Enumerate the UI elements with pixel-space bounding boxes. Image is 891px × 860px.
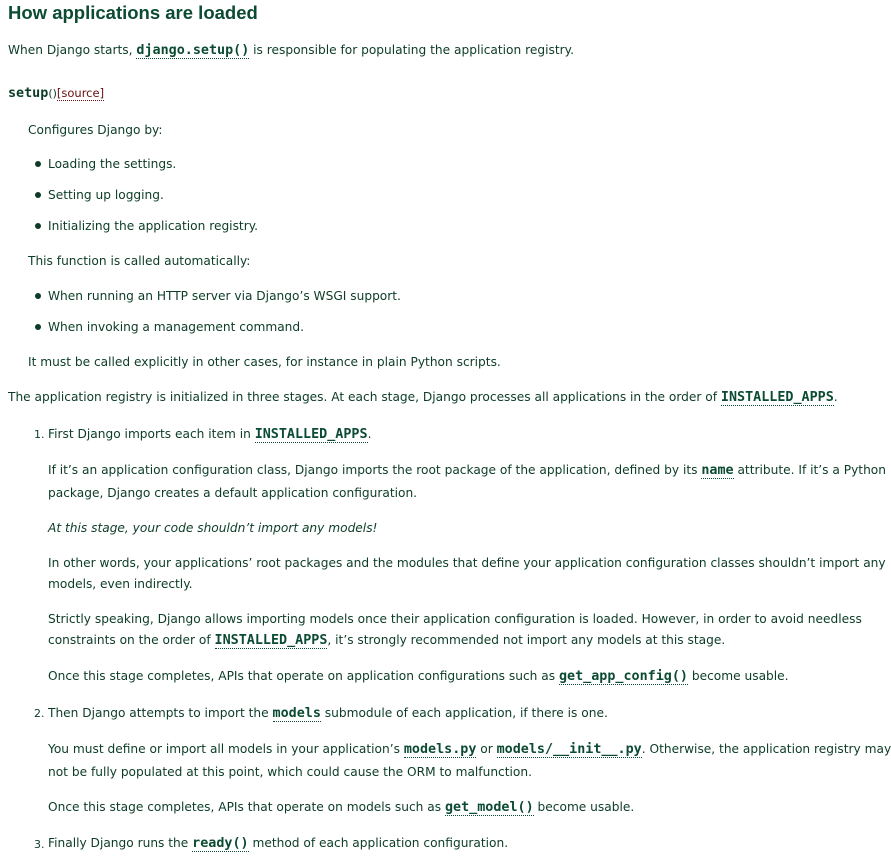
name-attribute-link[interactable]: name (701, 463, 734, 478)
configures-text: Configures Django by: (28, 123, 163, 137)
ready-method-link[interactable]: ready() (192, 836, 249, 851)
stage-1-paragraph: Strictly speaking, Django allows importing models once their application configuration is loaded. However, in order to avoid needless (48, 612, 862, 626)
list-item: Initializing the application registry. (48, 219, 259, 233)
django-setup-link[interactable]: django.setup() (136, 43, 250, 58)
explicit-call-text: It must be called explicitly in other cases, for instance in plain Python scripts. (28, 355, 501, 369)
installed-apps-link[interactable]: INSTALLED_APPS (214, 633, 328, 648)
setup-function-name: setup (8, 86, 49, 101)
stage-2-heading: Then Django attempts to import the models submodule of each application, if there is one. (48, 706, 608, 721)
stage-1-paragraph: If it’s an application configuration class, Django imports the root package of the application, defined by its name attribute. If it’s a Python (48, 463, 886, 478)
bullet-marker (35, 324, 41, 330)
called-automatically-text: This function is called automatically: (28, 254, 251, 268)
models-init-link[interactable]: models/__init__.py (496, 742, 642, 757)
models-py-link[interactable]: models.py (403, 742, 477, 757)
stage-1-paragraph: Once this stage completes, APIs that operate on application configurations such as get_app_config() become usable. (48, 669, 789, 684)
stage-number: 3. (34, 838, 45, 851)
installed-apps-link[interactable]: INSTALLED_APPS (254, 427, 368, 442)
stage-2-paragraph: You must define or import all models in your application’s models.py or models/__init__.py. Otherwise, the application registry may (48, 742, 891, 757)
stage-1-heading: First Django imports each item in INSTALLED_APPS. (48, 427, 372, 442)
list-item: Setting up logging. (48, 188, 164, 202)
stage-1-paragraph-line: constraints on the order of INSTALLED_APPS, it’s strongly recommended not import any models at this stage. (48, 633, 726, 648)
stage-1-warning: At this stage, your code shouldn’t import any models! (48, 521, 378, 535)
installed-apps-link[interactable]: INSTALLED_APPS (720, 390, 834, 405)
bullet-marker (35, 161, 41, 167)
stage-1-paragraph-line: package, Django creates a default application configuration. (48, 486, 418, 500)
stage-2-paragraph-line: not be fully populated at this point, which could cause the ORM to malfunction. (48, 765, 532, 779)
source-link[interactable]: [source] (56, 86, 105, 100)
bullet-marker (35, 223, 41, 229)
stage-number: 2. (34, 707, 45, 720)
stage-number: 1. (34, 428, 45, 441)
registry-paragraph: The application registry is initialized in three stages. At each stage, Django processes all applications in the order of INSTALLED_APPS. (8, 390, 838, 405)
bullet-marker (35, 192, 41, 198)
get-app-config-link[interactable]: get_app_config() (558, 669, 688, 684)
stage-1-paragraph-line: models, even indirectly. (48, 577, 193, 591)
setup-signature: setup()[source] (8, 86, 105, 101)
list-item: When running an HTTP server via Django’s WSGI support. (48, 289, 401, 303)
intro-paragraph: When Django starts, django.setup() is responsible for populating the application registry. (8, 43, 574, 58)
get-model-link[interactable]: get_model() (444, 800, 534, 815)
stage-1-paragraph: In other words, your applications’ root packages and the modules that define your application configuration classes shouldn’t import any (48, 556, 886, 570)
list-item: Loading the settings. (48, 157, 177, 171)
page-title: How applications are loaded (8, 2, 258, 23)
stage-2-paragraph: Once this stage completes, APIs that operate on models such as get_model() become usable. (48, 800, 635, 815)
list-item: When invoking a management command. (48, 320, 304, 334)
stage-3-heading: Finally Django runs the ready() method of each application configuration. (48, 836, 509, 851)
bullet-marker (35, 293, 41, 299)
models-module-link[interactable]: models (272, 706, 321, 721)
